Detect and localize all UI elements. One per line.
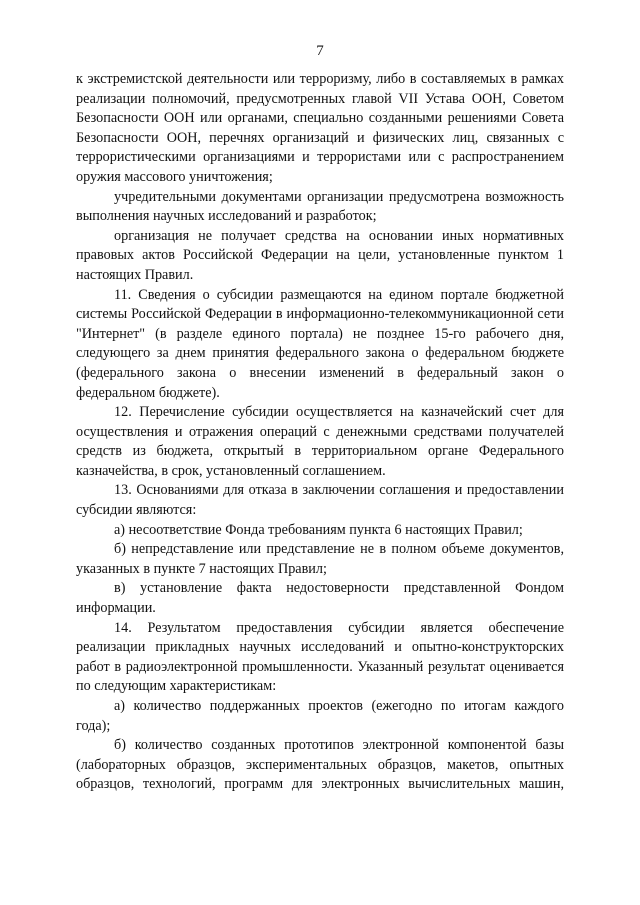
paragraph-item-14-a: а) количество поддержанных проектов (ежегодно по итогам каждого года); [76,698,564,734]
paragraph-item-13: 13. Основаниями для отказа в заключении соглашения и предоставлении субсидии являются: [76,482,564,519]
paragraph-item-12: 12. Перечисление субсидии осуществляется на казначейский счет для осуществления и отражения операций с денежными средствами получателей средств из бюджета, открытый в территориальном органе Федерального казначейства, в срок, установленный соглашением. [76,404,564,479]
paragraph-item-13-c: в) установление факта недостоверности представленной Фондом информации. [76,580,564,617]
paragraph-item-11: 11. Сведения о субсидии размещаются на едином портале бюджетной системы Российской Федерации в информационно-телекоммуникационной сети "Интернет" (в разделе единого портала) не позднее 15-го рабочего дня, следующего за днем принятия федерального закона о федеральном бюджете (федерального закона о внесении изменений в федеральный закон о федеральном бюджете). [76,286,564,401]
paragraph-item-14: 14. Результатом предоставления субсидии является обеспечение реализации прикладных научных исследований и опытно-конструкторских работ в радиоэлектронной промышленности. Указанный результат оценивается по следующим характеристикам: [76,619,564,695]
paragraph-founding-documents: учредительными документами организации предусмотрена возможность выполнения научных исследований и разработок; [76,188,564,225]
page-number: 7 [316,43,324,59]
paragraph-item-13-a: а) несоответствие Фонда требованиям пункта 6 настоящих Правил; [114,521,523,538]
paragraph-no-other-funding: организация не получает средства на основании иных нормативных правовых актов Российской Федерации на цели, установленные пунктом 1 настоящих Правил. [76,227,564,283]
document-body [76,70,564,795]
paragraph-item-13-b: б) непредставление или представление не в полном объеме документов, указанных в пункте 7 настоящих Правил; [76,541,564,577]
paragraph-item-14-b: б) количество созданных прототипов электронной компонентой базы (лабораторных образцов, экспериментальных образцов, макетов, опытных образцов, технологий, программ для электронных вычислительных машин, [76,737,564,793]
paragraph-sanctions-list: к экстремистской деятельности или терроризму, либо в составляемых в рамках реализации полномочий, предусмотренных главой VII Устава ООН, Советом Безопасности ООН или органами, специально созданными решениями Совета Безопасности ООН, перечнях организаций и физических лиц, связанных с террористическими организациями и террористами или с распространением оружия массового уничтожения; [76,71,564,185]
